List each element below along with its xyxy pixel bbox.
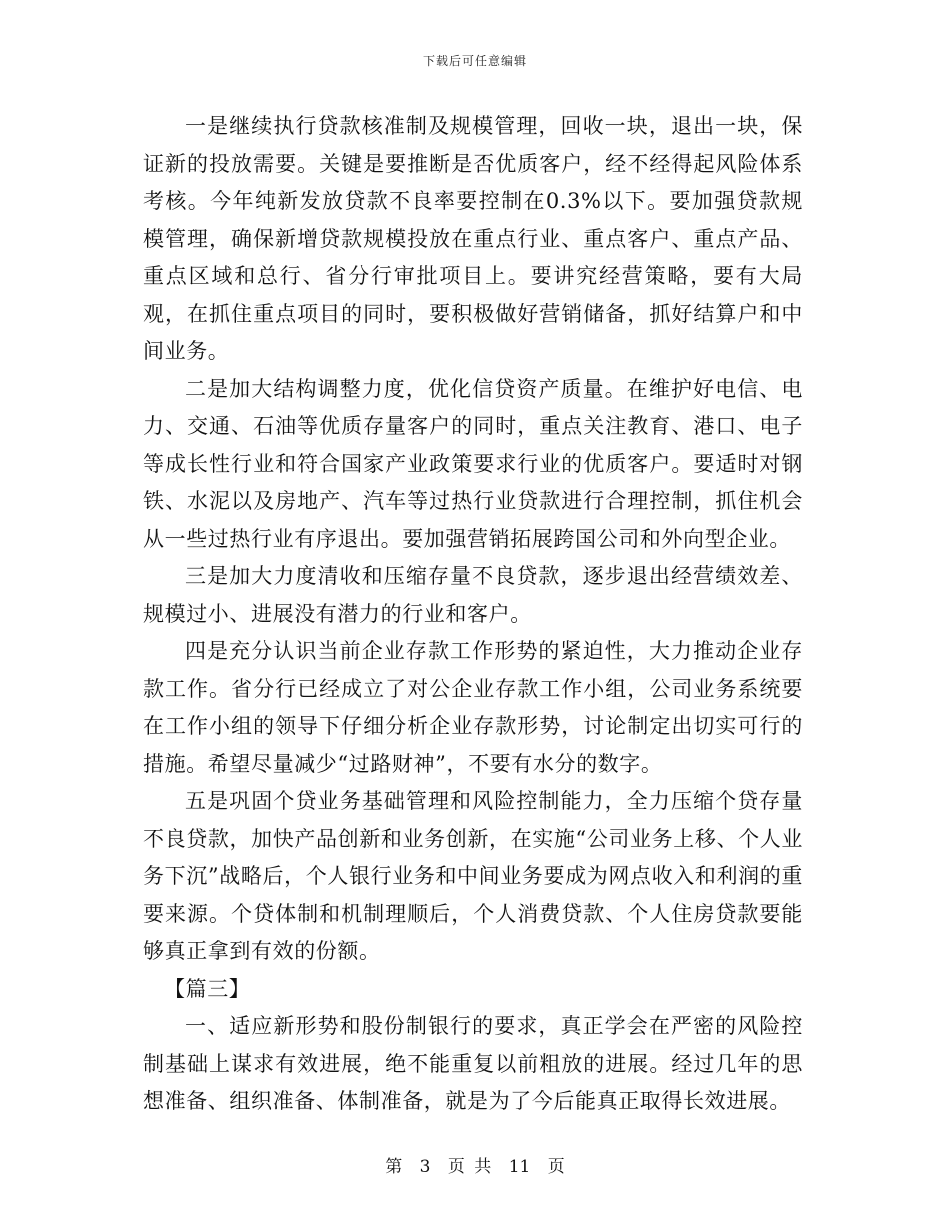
footer-total-pages: 11 bbox=[508, 1157, 531, 1177]
footer-suffix: 页 bbox=[547, 1157, 565, 1177]
paragraph-4: 四是充分认识当前企业存款工作形势的紧迫性，大力推动企业存款工作。省分行已经成立了对公企业存款工作小组，公司业务系统要在工作小组的领导下仔细分析企业存款形势，讨论制定出切实可行的措施。希望尽量减少“过路财神”，不要有水分的数字。 bbox=[143, 639, 803, 776]
paragraph-5: 五是巩固个贷业务基础管理和风险控制能力，全力压缩个贷存量不良贷款，加快产品创新和业务创新，在实施“公司业务上移、个人业务下沉”战略后，个人银行业务和中间业务要成为网点收入和利润的重要来源。个贷体制和机制理顺后，个人消费贷款、个人住房贷款要能够真正拿到有效的份额。 bbox=[143, 789, 803, 963]
page-footer bbox=[0, 1152, 950, 1177]
footer-page-number: 3 bbox=[419, 1157, 431, 1177]
footer-prefix: 第 bbox=[385, 1157, 403, 1177]
section-title: 【篇三】 bbox=[164, 976, 251, 1001]
footer-middle: 页 共 bbox=[447, 1157, 492, 1177]
document-body bbox=[143, 108, 803, 1121]
paragraph-2: 二是加大结构调整力度，优化信贷资产质量。在维护好电信、电力、交通、石油等优质存量客户的同时，重点关注教育、港口、电子等成长性行业和符合国家产业政策要求行业的优质客户。要适时对钢铁、水泥以及房地产、汽车等过热行业贷款进行合理控制，抓住机会从一些过热行业有序退出。要加强营销拓展跨国公司和外向型企业。 bbox=[143, 376, 803, 551]
paragraph-1: 一是继续执行贷款核准制及规模管理，回收一块，退出一块，保证新的投放需要。关键是要推断是否优质客户，经不经得起风险体系考核。今年纯新发放贷款不良率要控制在0.3%以下。要加强贷款规模管理，确保新增贷款规模投放在重点行业、重点客户、重点产品、重点区域和总行、省分行审批项目上。要讲究经营策略，要有大局观，在抓住重点项目的同时，要积极做好营销储备，抓好结算户和中间业务。 bbox=[143, 114, 803, 363]
paragraph-3: 三是加大力度清收和压缩存量不良贷款，逐步退出经营绩效差、规模过小、进展没有潜力的行业和客户。 bbox=[143, 564, 803, 626]
page-header: 下载后可任意编辑 bbox=[422, 54, 527, 68]
section-paragraph-1: 一、适应新形势和股份制银行的要求，真正学会在严密的风险控制基础上谋求有效进展，绝不能重复以前粗放的进展。经过几年的思想准备、组织准备、体制准备，就是为了今后能真正取得长效进展。 bbox=[143, 1014, 803, 1113]
